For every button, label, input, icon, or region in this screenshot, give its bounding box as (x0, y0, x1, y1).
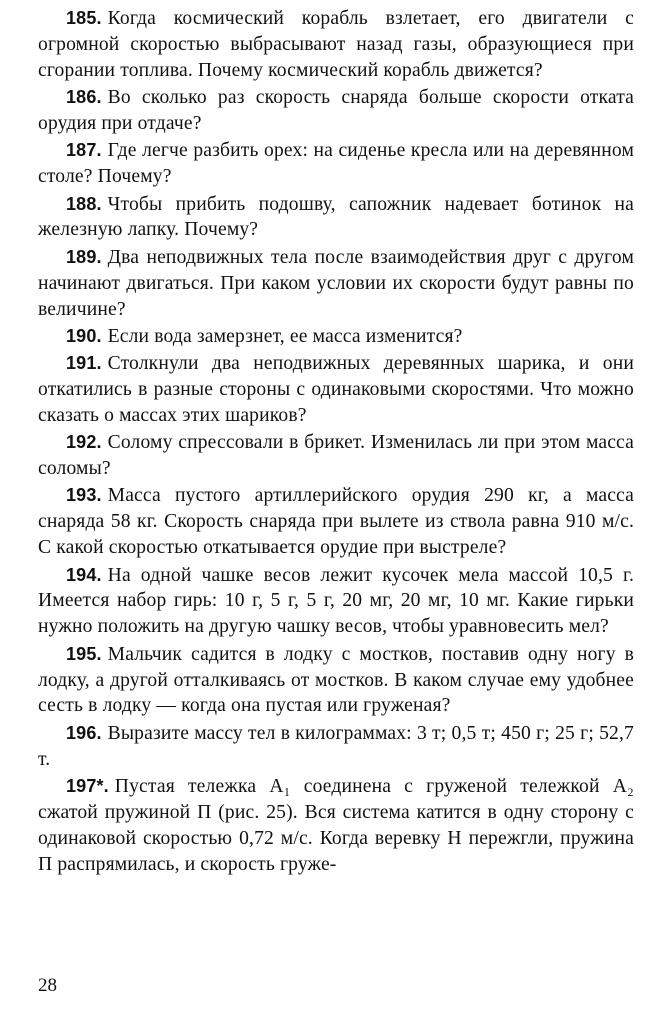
problem-195 (38, 642, 634, 720)
problem-number: 193. (66, 485, 102, 506)
problem-186 (38, 85, 634, 137)
problem-189 (38, 245, 634, 323)
problem-text: Два неподвижных тела после взаимодействия друг с другом начинают двигаться. При каком условии их скорости будут равны по величине? (38, 246, 634, 320)
problem-188 (38, 192, 634, 244)
problem-191 (38, 351, 634, 429)
problem-text: На одной чашке весов лежит кусочек мела массой 10,5 г. Имеется набор гирь: 10 г, 5 г, 5 г, 20 мг, 20 мг, 10 мг. Какие гирьки нужно положить на другую чашку весов, чтобы уравновесить мел? (38, 564, 634, 638)
problem-185 (38, 6, 634, 84)
page-number: 28 (38, 975, 57, 996)
problem-text: Столкнули два неподвижных деревянных шарика, и они откатились в разные стороны с одинаковыми скоростями. Что можно сказать о массах этих шариков? (38, 353, 634, 426)
problem-text: Масса пустого артиллерийского орудия 290 кг, а масса снаряда 58 кг. Скорость снаряда при вылете из ствола равна 910 м/с. С какой скоростью откатывается орудие при выстреле? (38, 485, 634, 559)
problem-194 (38, 563, 634, 641)
problem-text: Солому спрессовали в брикет. Изменилась ли при этом масса соломы? (38, 432, 634, 480)
problem-text: Где легче разбить орех: на сиденье кресла или на деревянном столе? Почему? (38, 140, 634, 188)
problem-text: Мальчик садится в лодку с мостков, поставив одну ногу в лодку, а другой отталкиваясь от мостков. В каком случае ему удобнее сесть в лодку — когда она пустая или груженая? (38, 643, 634, 717)
problem-text: Если вода замерзнет, ее масса изменится? (107, 325, 463, 347)
problem-196 (38, 721, 634, 773)
problem-number: 195. (66, 643, 102, 664)
problem-text: Во сколько раз скорость снаряда больше скорости отката орудия при отдаче? (38, 87, 634, 135)
problem-number: 185. (66, 8, 102, 28)
problem-text: Чтобы прибить подошву, сапожник надевает ботинок на железную лапку. Почему? (38, 193, 634, 241)
problem-number: 189. (66, 246, 102, 267)
problems-list (38, 6, 634, 879)
problem-number: 190. (66, 325, 102, 346)
problem-text: Пустая тележка A₁ соединена с груженой тележкой A₂ сжатой пружиной П (рис. 25). Вся система катится в одну сторону с одинаковой скоростью 0,72 м/с. Когда веревку Н пережгли, пружина П распрямилась, и скорость груже- (38, 775, 634, 875)
problem-number: 194. (66, 564, 102, 585)
problem-number: 188. (66, 193, 102, 214)
problem-187 (38, 138, 634, 190)
problem-text: Выразите массу тел в килограммах: 3 т; 0,5 т; 450 г; 25 г; 52,7 т. (38, 722, 634, 770)
problem-number: 187. (66, 140, 102, 161)
problem-number: 197*. (66, 775, 109, 796)
problem-197 (38, 774, 634, 878)
problem-190 (38, 324, 634, 350)
problem-number: 191. (66, 353, 102, 374)
problem-192 (38, 430, 634, 482)
problem-number: 192. (66, 432, 102, 453)
problem-number: 196. (66, 722, 102, 743)
problem-193 (38, 483, 634, 561)
problem-text: Когда космический корабль взлетает, его двигатели с огромной скоростью выбрасывают назад газы, образующиеся при сгорании топлива. Почему космический корабль движется? (38, 8, 634, 81)
problem-number: 186. (66, 87, 102, 108)
